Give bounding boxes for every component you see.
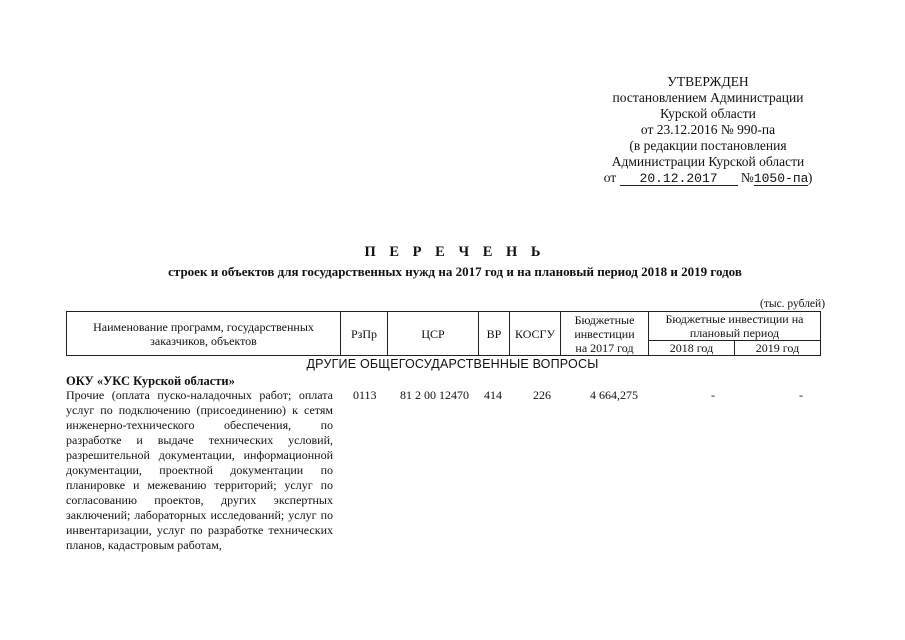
approval-block	[575, 74, 841, 186]
date-prefix: от	[603, 170, 617, 185]
row-rzpr: 0113	[353, 388, 377, 402]
header-csr: ЦСР	[388, 312, 479, 356]
header-rzpr: РзПр	[341, 312, 388, 356]
row-amount-2018: -	[711, 388, 715, 402]
row-amount-2017: 4 664,275	[590, 388, 638, 402]
approval-line: (в редакции постановления	[629, 138, 787, 153]
row-amount-2019: -	[799, 388, 803, 402]
row-kosgu: 226	[533, 388, 551, 402]
header-2019: 2019 год	[735, 341, 821, 356]
row-csr: 81 2 00 12470	[400, 388, 469, 402]
approval-line: Курской области	[660, 106, 756, 121]
table-header	[66, 311, 821, 356]
document-title: П Е Р Е Ч Е Н Ь	[364, 244, 546, 260]
approval-line: постановлением Администрации	[612, 90, 804, 105]
header-vr: ВР	[479, 312, 510, 356]
units-note: (тыс. рублей)	[760, 298, 826, 310]
number-prefix: №	[740, 170, 754, 185]
amendment-date-line	[575, 170, 841, 186]
approval-title: УТВЕРЖДЕН	[667, 74, 749, 89]
row-vr: 414	[484, 388, 502, 402]
header-name: Наименование программ, государственных заказчиков, объектов	[67, 312, 341, 356]
document-subtitle: строек и объектов для государственных нужд на 2017 год и на плановый период 2018 и 2019 годов	[168, 264, 742, 279]
approval-line: Администрации Курской области	[611, 154, 805, 169]
amendment-number: 1050-па	[753, 171, 809, 186]
amendment-date: 20.12.2017	[620, 172, 738, 186]
section-heading: ДРУГИЕ ОБЩЕГОСУДАРСТВЕННЫЕ ВОПРОСЫ	[306, 357, 599, 371]
header-planned-period: Бюджетные инвестиции на плановый период	[649, 312, 821, 341]
organization-name: ОКУ «УКС Курской области»	[66, 374, 235, 388]
header-2018: 2018 год	[649, 341, 735, 356]
row-description: Прочие (оплата пуско-наладочных работ; оплата услуг по подключению (присоединению) к сетям инженерно-технического обеспечения, по разработке и выдаче технических условий, разрешительной документации, информационной документации, проектной документации по планировке и межеванию территорий; услуг по согласованию проектов, других экспертных заключений; лабораторных исследований; услуг по инвентаризации, услуг по разработке технических планов, кадастровым работам,	[66, 388, 333, 552]
approval-original-date: от 23.12.2016 № 990-па	[640, 122, 776, 137]
header-kosgu: КОСГУ	[510, 312, 561, 356]
header-budget-2017: Бюджетные инвестиции на 2017 год	[561, 312, 649, 356]
closing-paren: )	[807, 170, 813, 185]
